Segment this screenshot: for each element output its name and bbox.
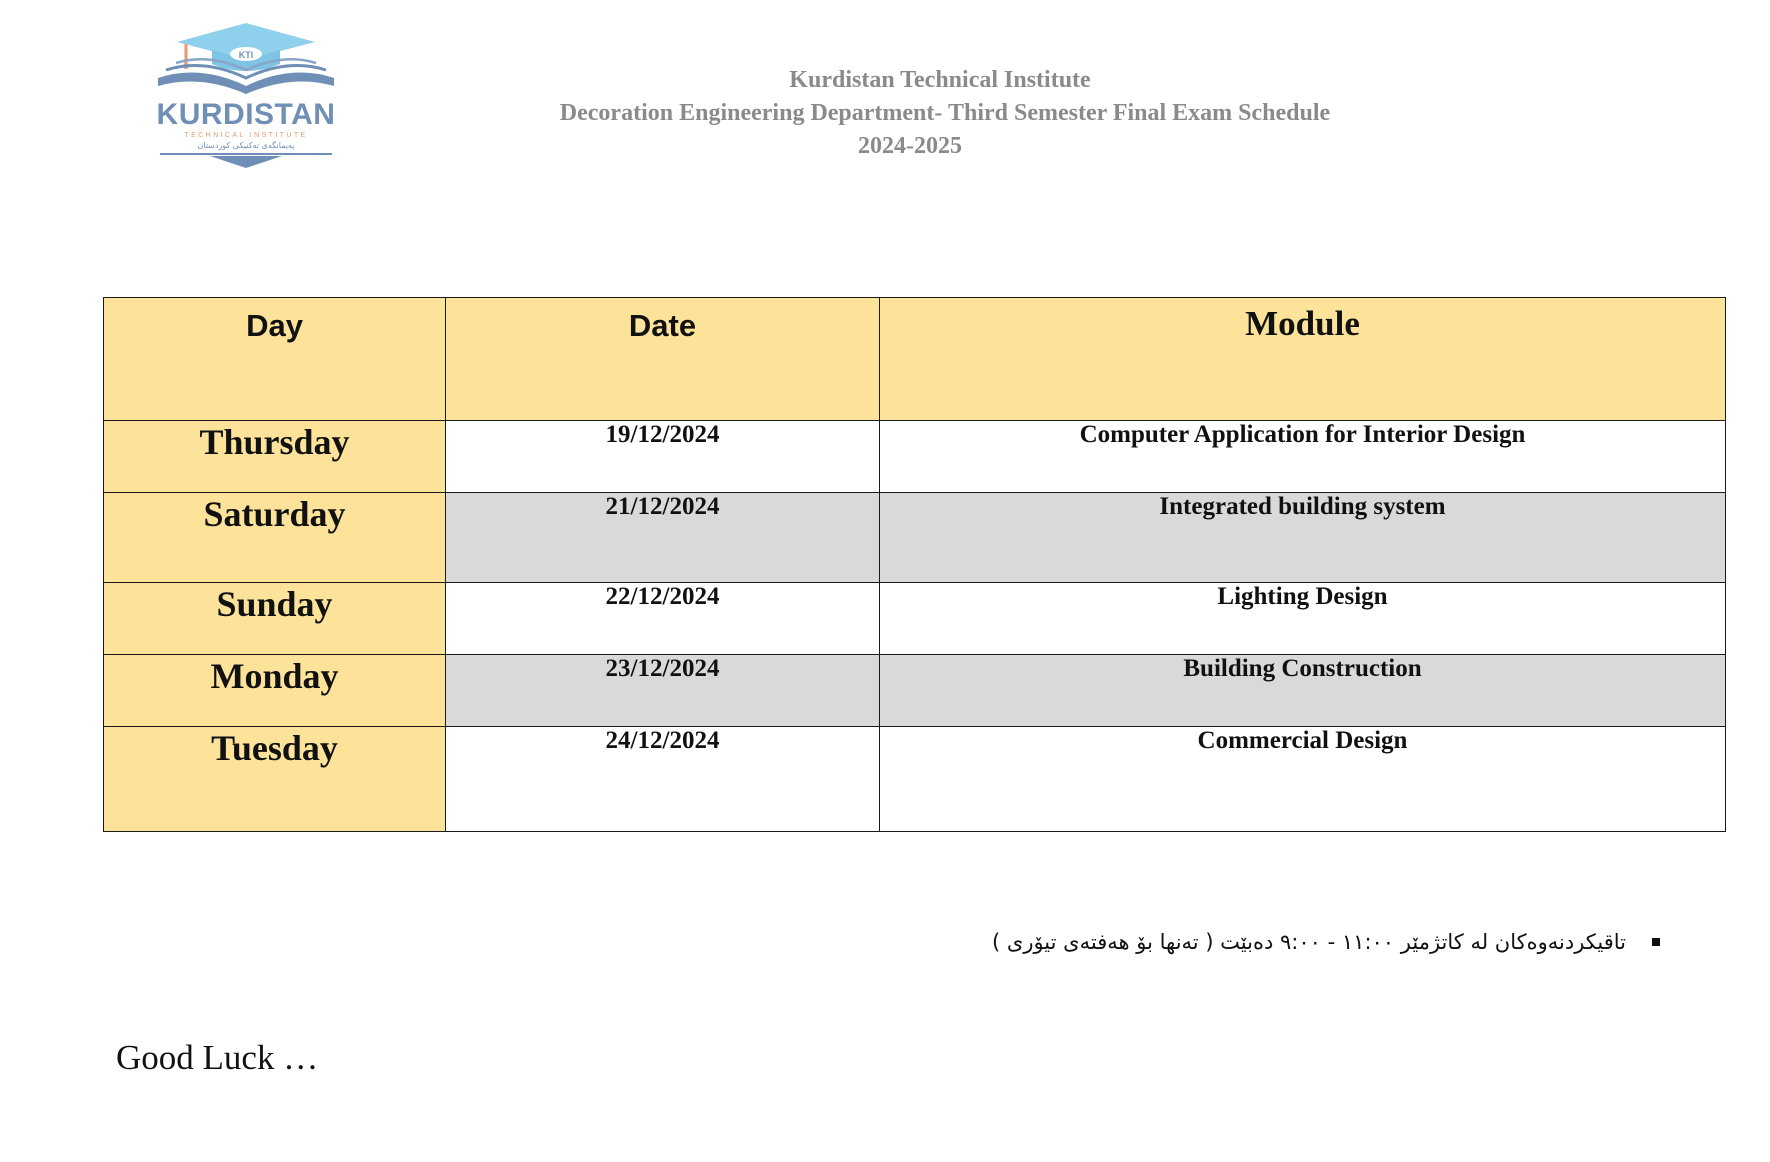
document-header	[440, 64, 1450, 163]
module-cell: Lighting Design	[880, 583, 1726, 655]
date-cell: 23/12/2024	[446, 655, 880, 727]
schedule-title: Decoration Engineering Department- Third Semester Final Exam Schedule	[559, 100, 1331, 126]
date-cell: 24/12/2024	[446, 727, 880, 832]
closing-text: Good Luck …	[116, 1038, 319, 1077]
logo-kurdish-text: پەیمانگەی تەکنیکی کوردستان	[197, 141, 295, 150]
table-row	[104, 493, 1726, 583]
table-row	[104, 421, 1726, 493]
logo-wordmark: KURDISTAN	[156, 98, 336, 131]
day-cell: Sunday	[104, 583, 446, 655]
kti-logo	[150, 20, 342, 168]
day-cell: Tuesday	[104, 727, 446, 832]
day-cell: Saturday	[104, 493, 446, 583]
module-cell: Integrated building system	[880, 493, 1726, 583]
svg-text:KTI: KTI	[238, 50, 254, 60]
day-cell: Monday	[104, 655, 446, 727]
date-cell: 22/12/2024	[446, 583, 880, 655]
table-row	[104, 727, 1726, 832]
institute-name: Kurdistan Technical Institute	[789, 67, 1091, 93]
table-header-row	[104, 298, 1726, 421]
graduation-cap-books-icon	[150, 20, 342, 100]
exam-time-note	[992, 930, 1660, 954]
date-cell: 19/12/2024	[446, 421, 880, 493]
module-cell: Computer Application for Interior Design	[880, 421, 1726, 493]
logo-subtitle: TECHNICAL INSTITUTE	[184, 132, 308, 139]
date-cell: 21/12/2024	[446, 493, 880, 583]
module-cell: Commercial Design	[880, 727, 1726, 832]
date-column-header: Date	[446, 298, 880, 421]
day-column-header: Day	[104, 298, 446, 421]
module-column-header: Module	[880, 298, 1726, 421]
academic-year: 2024-2025	[858, 133, 962, 159]
table-row	[104, 583, 1726, 655]
day-cell: Thursday	[104, 421, 446, 493]
exam-time-note-text: تاقیکردنەوەکان لە کاتژمێر ١١:٠٠ - ٩:٠٠ دەبێت ( تەنها بۆ هەفتەی تیۆری )	[992, 930, 1626, 954]
logo-base-icon	[150, 152, 342, 172]
table-row	[104, 655, 1726, 727]
bullet-icon	[1652, 938, 1660, 946]
module-cell: Building Construction	[880, 655, 1726, 727]
exam-schedule-table	[103, 297, 1726, 832]
